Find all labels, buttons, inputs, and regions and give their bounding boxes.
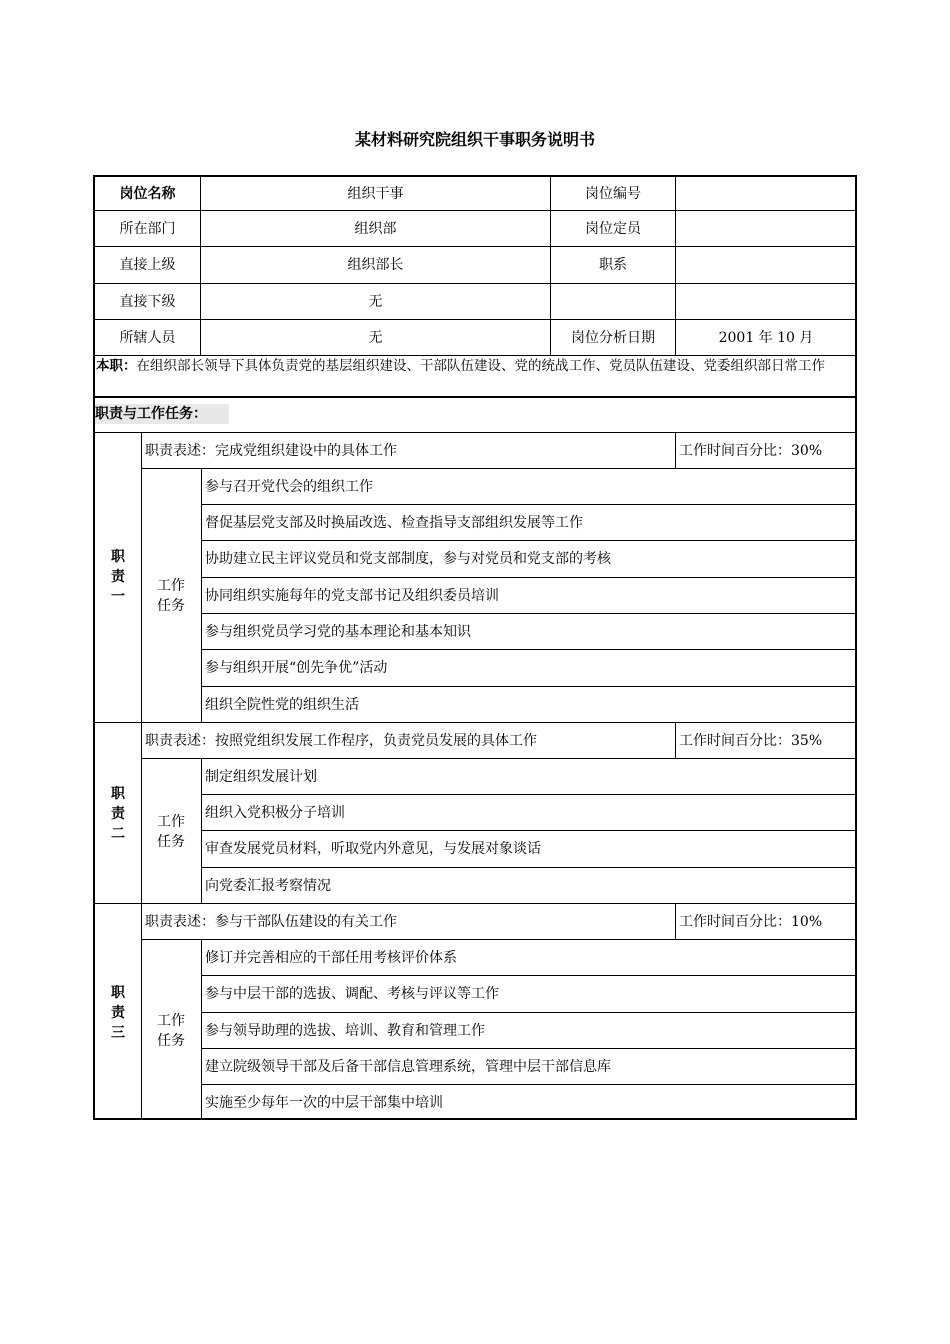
duties-header: 职责与工作任务： — [95, 404, 229, 424]
column-divider — [201, 758, 202, 903]
duty-3-task: 建立院级领导干部及后备干部信息管理系统，管理中层干部信息库 — [205, 1059, 611, 1075]
column-divider — [675, 722, 676, 758]
empty-value — [676, 284, 856, 320]
duty-1-task: 督促基层党支部及时换届改选、检查指导支部组织发展等工作 — [205, 515, 583, 531]
duty-1-description: 职责表述：完成党组织建设中的具体工作 — [145, 443, 397, 459]
duty-2-char-2: 责 — [111, 806, 125, 822]
work-tasks-label-line: 工作 — [157, 578, 185, 594]
work-tasks-label-line: 工作 — [157, 814, 185, 830]
duty-2-char-1: 职 — [111, 786, 125, 802]
headcount-label: 岗位定员 — [585, 221, 641, 237]
duty-3-time-percent: 工作时间百分比：10% — [679, 914, 823, 930]
supervisor-value: 组织部长 — [347, 257, 404, 273]
work-tasks-label-line: 任务 — [157, 598, 185, 614]
column-divider — [675, 432, 676, 468]
subordinate-value: 无 — [368, 294, 383, 310]
job-title-value: 组织干事 — [347, 186, 404, 202]
duty-1-task: 参与召开党代会的组织工作 — [205, 479, 373, 495]
job-family-label: 职系 — [599, 257, 627, 273]
column-divider — [201, 939, 202, 1120]
column-divider — [201, 468, 202, 722]
department-value: 组织部 — [354, 221, 397, 237]
analysis-date-label: 岗位分析日期 — [571, 330, 655, 346]
duty-3-task: 参与领导助理的选拔、培训、教育和管理工作 — [205, 1023, 485, 1039]
duty-2-task: 向党委汇报考察情况 — [205, 878, 331, 894]
empty-label — [551, 284, 675, 320]
department-label: 所在部门 — [119, 221, 176, 237]
duty-3-char-3: 三 — [111, 1025, 125, 1041]
basic-duty-text: 在组织部长领导下具体负责党的基层组织建设、干部队伍建设、党的统战工作、党员队伍建设、党委组织部日常工作 — [136, 358, 825, 374]
duty-3-description: 职责表述：参与干部队伍建设的有关工作 — [145, 914, 397, 930]
work-tasks-label-line: 任务 — [157, 1033, 185, 1049]
duty-3-task: 参与中层干部的选拔、调配、考核与评议等工作 — [205, 986, 499, 1002]
duty-2-label — [95, 784, 141, 844]
duty-1-task: 协同组织实施每年的党支部书记及组织委员培训 — [205, 588, 499, 604]
duty-1-label — [95, 547, 141, 607]
duty-3-char-1: 职 — [111, 985, 125, 1001]
supervisor-label: 直接上级 — [119, 257, 176, 273]
subordinate-label: 直接下级 — [119, 294, 176, 310]
staff-value: 无 — [368, 330, 383, 346]
duty-2-task: 制定组织发展计划 — [205, 769, 317, 785]
job-code-label: 岗位编号 — [585, 186, 641, 202]
duty-3-task: 修订并完善相应的干部任用考核评价体系 — [205, 950, 457, 966]
duty-1-task: 参与组织党员学习党的基本理论和基本知识 — [205, 624, 471, 640]
job-title-label: 岗位名称 — [119, 186, 176, 202]
row-divider — [93, 396, 857, 398]
duty-3-task: 实施至少每年一次的中层干部集中培训 — [205, 1095, 443, 1111]
duty-1-task: 组织全院性党的组织生活 — [205, 697, 359, 713]
headcount-value — [676, 211, 856, 247]
analysis-date-value: 2001 年 10 月 — [718, 330, 814, 346]
column-divider — [675, 903, 676, 939]
duty-1-char-2: 责 — [111, 569, 125, 585]
staff-label: 所辖人员 — [119, 330, 176, 346]
basic-duty — [96, 357, 856, 375]
duty-2-task: 审查发展党员材料，听取党内外意见，与发展对象谈话 — [205, 841, 541, 857]
duty-2-char-3: 二 — [111, 826, 125, 842]
work-tasks-label-line: 任务 — [157, 834, 185, 850]
duty-2-task: 组织入党积极分子培训 — [205, 805, 345, 821]
duty-2-work-tasks-label — [141, 812, 201, 852]
duty-2-description: 职责表述：按照党组织发展工作程序，负责党员发展的具体工作 — [145, 733, 537, 749]
work-tasks-label-line: 工作 — [157, 1013, 185, 1029]
duty-1-char-1: 职 — [111, 549, 125, 565]
duty-1-time-percent: 工作时间百分比：30% — [679, 443, 823, 459]
duty-3-char-2: 责 — [111, 1005, 125, 1021]
duty-1-char-3: 一 — [111, 589, 125, 605]
basic-duty-label: 本职： — [96, 358, 137, 374]
job-code-value — [676, 176, 856, 212]
duty-2-time-percent: 工作时间百分比：35% — [679, 733, 823, 749]
duty-3-work-tasks-label — [141, 1011, 201, 1051]
document-title: 某材料研究院组织干事职务说明书 — [354, 130, 595, 149]
duty-1-task: 协助建立民主评议党员和党支部制度，参与对党员和党支部的考核 — [205, 551, 611, 567]
duty-1-work-tasks-label — [141, 576, 201, 616]
job-family-value — [676, 247, 856, 283]
duty-1-task: 参与组织开展“创先争优”活动 — [205, 660, 388, 676]
duty-3-label — [95, 983, 141, 1043]
